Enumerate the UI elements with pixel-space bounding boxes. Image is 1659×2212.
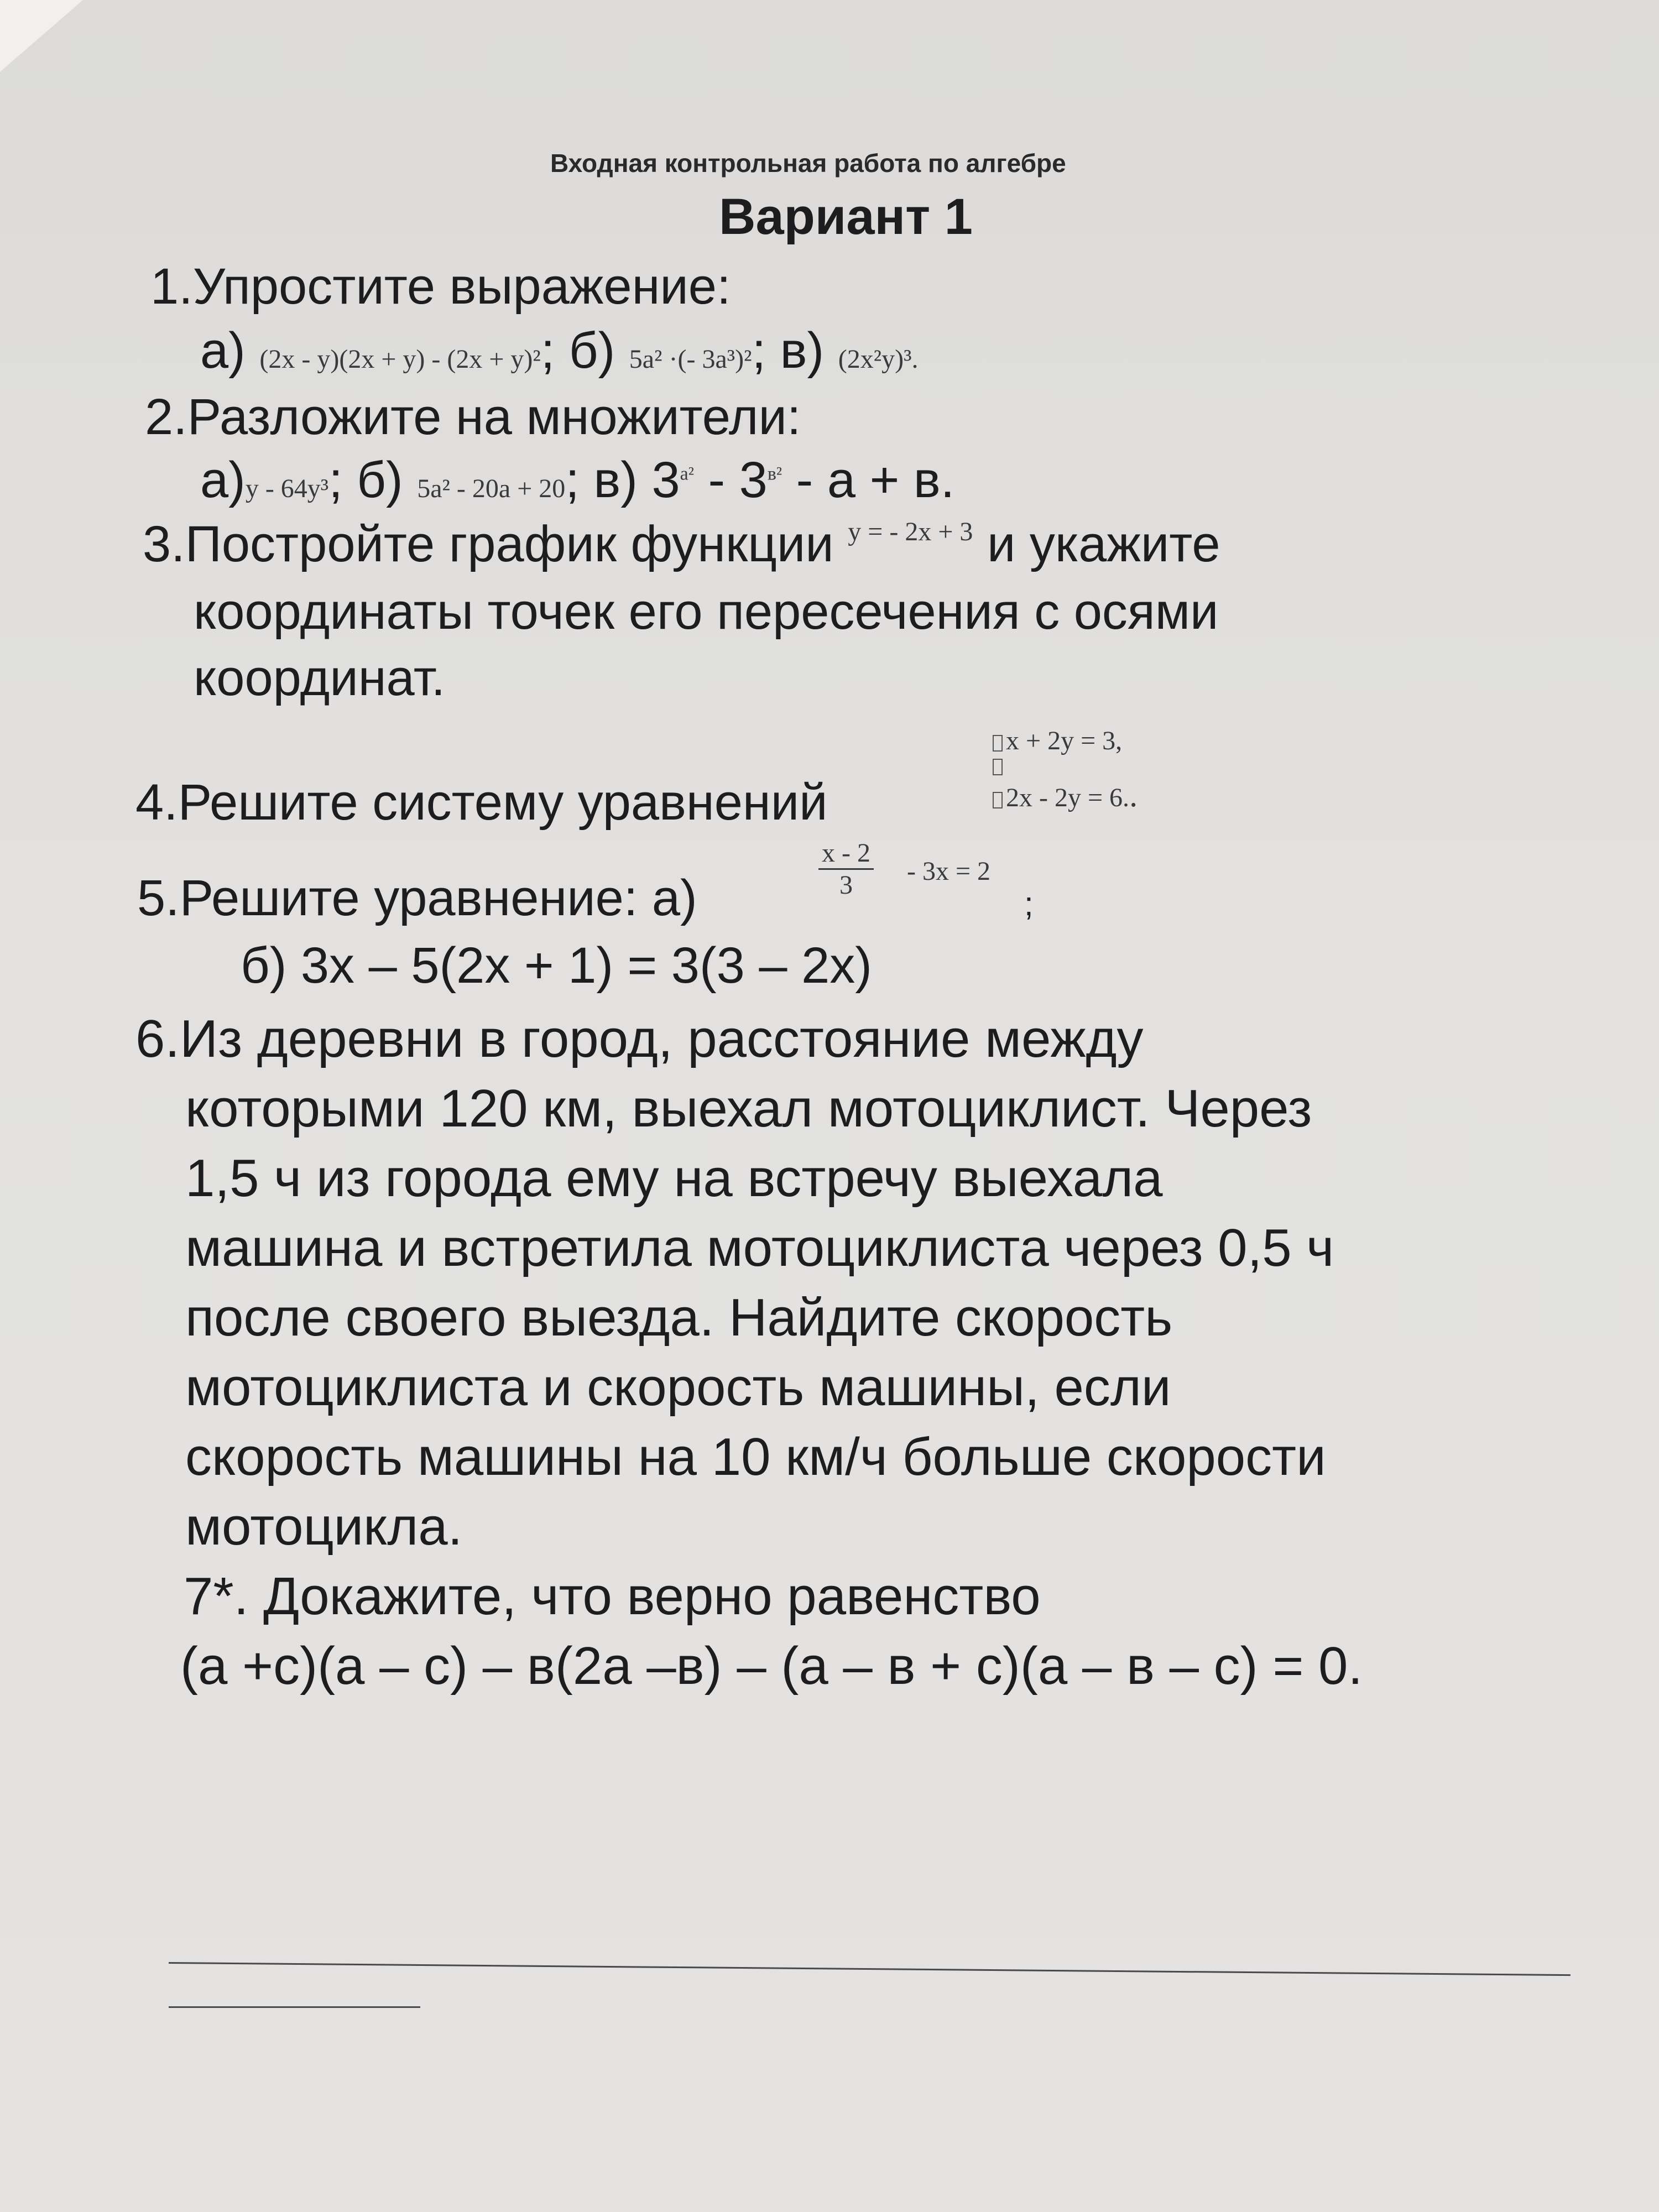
q2-a-expr: y - 64y³ (245, 474, 329, 503)
system-brace-icon (993, 735, 1003, 752)
q5-number: 5. (137, 870, 180, 926)
q2-number: 2. (145, 389, 187, 445)
q6-line-2: которыми 120 км, выехал мотоциклист. Через (185, 1079, 1312, 1138)
system-brace-icon (993, 759, 1003, 775)
q6-number: 6. (135, 1009, 180, 1068)
q1-a-expr: (2x - y)(2x + y) - (2x + y)² (259, 345, 541, 374)
q2-title-line (145, 389, 801, 445)
q5-eq-tail: - 3x = 2 (907, 857, 991, 886)
q4-text: Решите систему уравнений (178, 774, 828, 831)
q3-line1 (143, 516, 1220, 572)
q5-frac-den: 3 (839, 870, 853, 900)
q1-c-expr: (2x²y)³ (838, 345, 912, 374)
q3-text1: Постройте график функции (185, 516, 834, 572)
q6-line-1 (135, 1004, 1334, 1074)
q6-line-7: скорость машины на 10 км/ч больше скорости (185, 1427, 1326, 1486)
q3-line2: координаты точек его пересечения с осями (194, 583, 1219, 640)
q5-line-a (137, 870, 697, 926)
q4-end: . (1129, 777, 1138, 813)
answer-line-short (169, 2006, 420, 2008)
q4-system-eq1 (993, 726, 1122, 756)
q6-line-1-text: Из деревни в город, расстояние между (180, 1009, 1144, 1068)
folded-corner (0, 0, 83, 72)
q5-frac (818, 838, 874, 900)
q3-text1-tail: и укажите (987, 516, 1220, 572)
q1-title-line (150, 258, 731, 315)
q2-c-mid: - 3 (708, 452, 768, 508)
variant-title: Вариант 1 (719, 189, 973, 245)
q1-b-expr: 5a² ·(- 3a³)² (629, 345, 752, 374)
q6-line-5: после своего выезда. Найдите скорость (185, 1288, 1173, 1347)
q2-a-label: а) (200, 452, 246, 508)
q5-text: Решите уравнение: а) (179, 870, 697, 926)
q2-c-expr2: в² (767, 463, 782, 484)
q2-items-line (200, 452, 955, 508)
q2-c-tail: - а + в. (796, 452, 955, 508)
q5-line-b: б) 3х – 5(2х + 1) = 3(3 – 2х) (241, 937, 872, 994)
q1-title: Упростите выражение: (192, 258, 731, 315)
q3-line3: координат. (194, 650, 446, 706)
q7-line1: 7*. Докажите, что верно равенство (184, 1567, 1041, 1626)
q1-c-label: ; в) (752, 322, 825, 379)
q1-b-label: ; б) (540, 322, 615, 379)
q1-end: . (911, 345, 919, 374)
q6-line-6: мотоциклиста и скорость машины, если (185, 1358, 1171, 1417)
q7-line2: (а +с)(а – с) – в(2а –в) – (а – в + с)(а – в – с) = 0. (180, 1636, 1363, 1695)
q5-frac-num: x - 2 (818, 838, 874, 870)
q4-number: 4. (135, 774, 178, 831)
q3-func: y = - 2x + 3 (848, 517, 973, 546)
q4-brace-mid (993, 759, 1006, 775)
q4-eq1: x + 2y = 3, (1006, 726, 1123, 755)
q6-block (135, 1004, 1334, 1562)
q2-c-expr1: a² (680, 463, 694, 484)
q1-number: 1. (150, 258, 193, 315)
q5-semicolon: ; (1024, 885, 1034, 922)
system-brace-icon (993, 792, 1003, 808)
q2-b-expr: 5a² - 20a + 20 (417, 474, 566, 503)
q2-c-label: ; в) 3 (565, 452, 680, 508)
q2-title: Разложите на множители: (187, 389, 801, 445)
q4-line (135, 774, 828, 831)
doc-header: Входная контрольная работа по алгебре (550, 149, 1066, 178)
q1-items-line (200, 322, 919, 379)
q6-line-8: мотоцикла. (185, 1497, 463, 1556)
q3-number: 3. (143, 516, 185, 572)
q2-b-label: ; б) (328, 452, 403, 508)
q1-a-label: а) (200, 322, 246, 379)
q6-line-4: машина и встретила мотоциклиста через 0,5 ч (185, 1218, 1334, 1277)
q5-fraction (818, 838, 874, 900)
q4-eq2: 2x - 2y = 6. (1006, 783, 1130, 812)
q4-system-eq2 (993, 776, 1138, 815)
q6-line-3: 1,5 ч из города ему на встречу выехала (185, 1149, 1163, 1208)
